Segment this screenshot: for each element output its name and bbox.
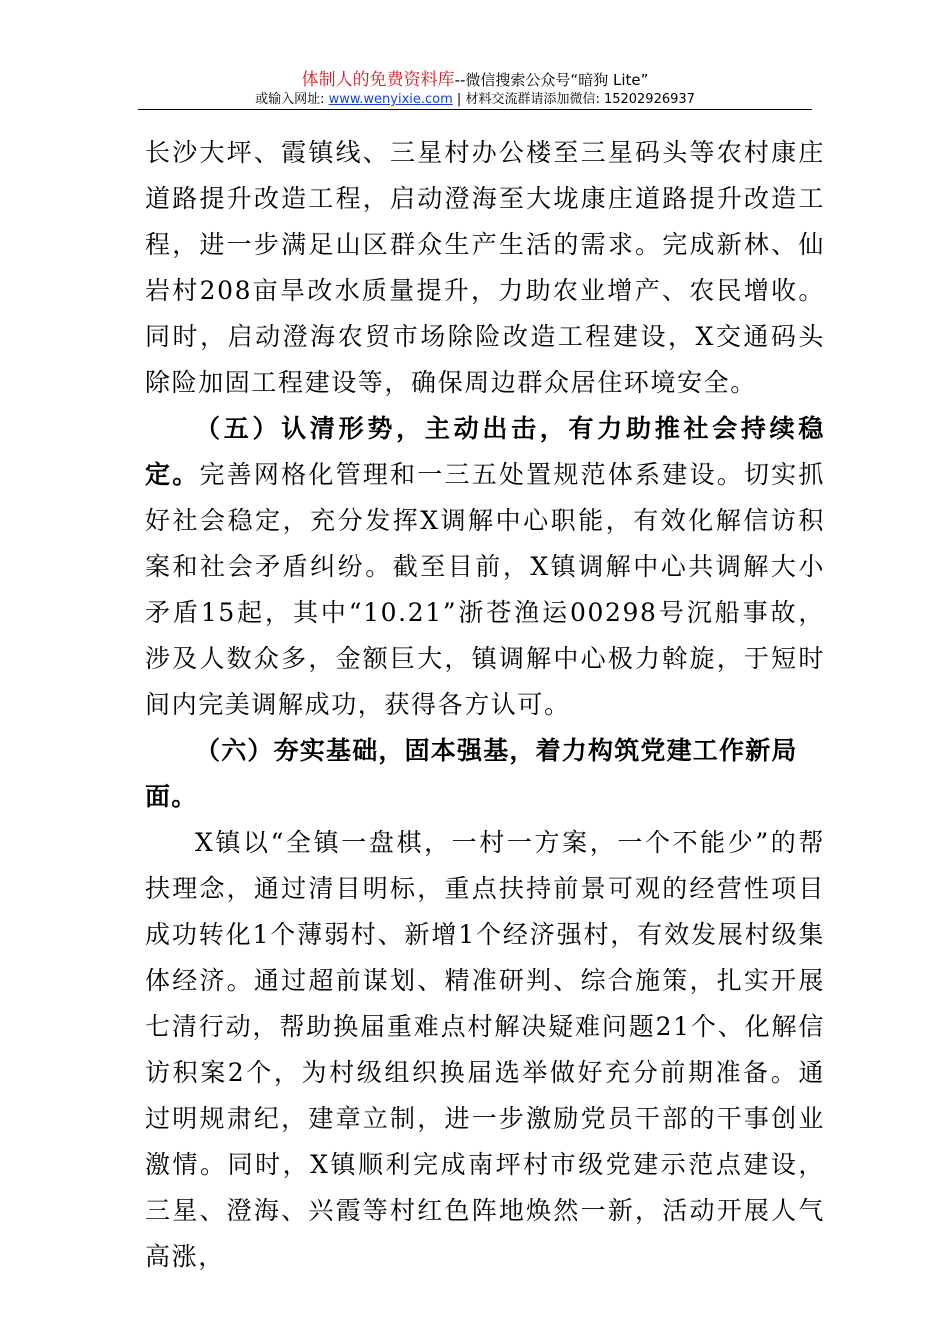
brand-name: 体制人的免费资料库 — [301, 70, 455, 90]
paragraph-social-stability — [145, 406, 825, 728]
header-title-line — [0, 70, 950, 90]
header-contact-line — [0, 91, 950, 109]
header-divider — [138, 109, 812, 110]
section-heading-6: （六）夯实基础，固本强基，着力构筑党建工作新局面。 — [145, 736, 798, 811]
paragraph-road-projects: 长沙大坪、霞镇线、三星村办公楼至三星码头等农村康庄道路提升改造工程，启动澄海至大垅康庄道路提升改造工程，进一步满足山区群众生产生活的需求。完成新林、仙岩村208亩旱改水质量提升，力助农业增产、农民增收。同时，启动澄海农贸市场除险改造工程建设，X交通码头除险加固工程建设等，确保周边群众居住环境安全。 — [145, 138, 825, 397]
paragraph-party-building: X镇以“全镇一盘棋，一村一方案，一个不能少”的帮扶理念，通过清目明标，重点扶持前景可观的经营性项目成功转化1个薄弱村、新增1个经济强村，有效发展村级集体经济。通过超前谋划、精准研判、综合施策，扎实开展七清行动，帮助换届重难点村解决疑难问题21个、化解信访积案2个，为村级组织换届选举做好充分前期准备。通过明规肃纪，建章立制，进一步激励党员干部的干事创业激情。同时，X镇顺利完成南坪村市级党建示范点建设，三星、澄海、兴霞等村红色阵地焕然一新，活动开展人气高涨， — [145, 828, 825, 1271]
website-link[interactable]: www.wenyixie.com — [328, 92, 453, 107]
contact-info: | 材料交流群请添加微信: 15202926937 — [452, 92, 695, 107]
page-header — [0, 70, 950, 109]
url-prefix: 或输入网址: — [255, 92, 329, 107]
header-subtitle: --微信搜索公众号“暗狗 Lite” — [454, 71, 649, 89]
document-body — [145, 130, 825, 1280]
section-heading-5: （五）认清形势，主动出击，有力助推社会持续稳定。 — [145, 414, 825, 489]
paragraph-social-stability-text: 完善网格化管理和一三五处置规范体系建设。切实抓好社会稳定，充分发挥X调解中心职能，有效化解信访积案和社会矛盾纠纷。截至目前，X镇调解中心共调解大小矛盾15起，其中“10.21”浙苍渔运00298号沉船事故，涉及人数众多，金额巨大，镇调解中心极力斡旋，于短时间内完美调解成功，获得各方认可。 — [145, 460, 825, 719]
